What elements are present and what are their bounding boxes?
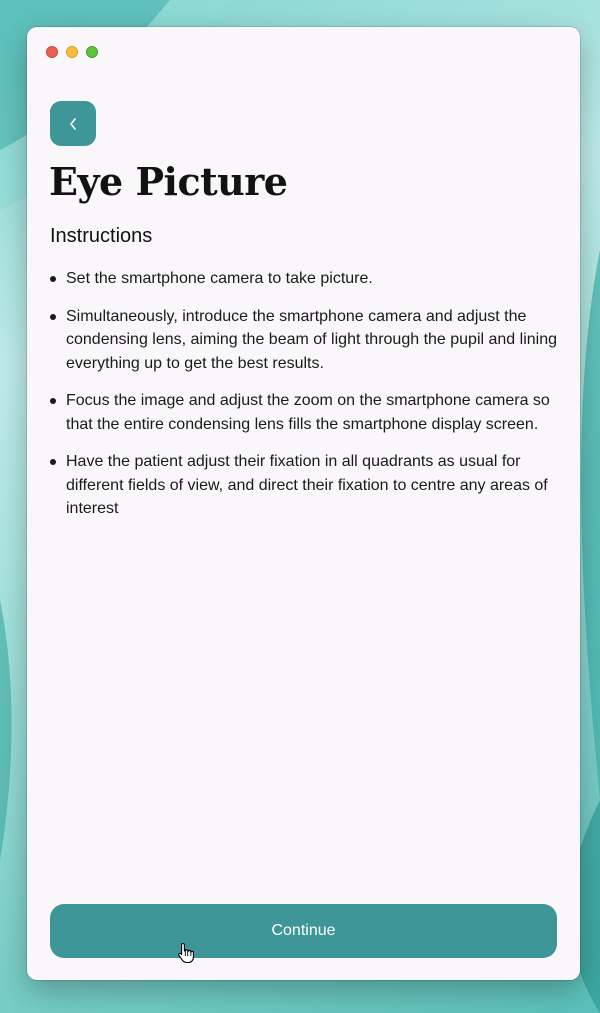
chevron-left-icon [68,117,78,131]
instructions-list [50,267,558,535]
app-window [27,27,580,980]
minimize-window-button[interactable] [66,46,78,58]
back-button[interactable] [50,101,96,146]
zoom-window-button[interactable] [86,46,98,58]
window-controls [46,46,98,58]
hand-pointer-cursor-icon [177,942,195,964]
instruction-item: Have the patient adjust their fixation in all quadrants as usual for different fields of view, and direct their fixation to centre any areas of interest [50,450,558,521]
instruction-item: Set the smartphone camera to take picture. [50,267,558,291]
page-title: Eye Picture [49,159,288,204]
instruction-item: Focus the image and adjust the zoom on the smartphone camera so that the entire condensing lens fills the smartphone display screen. [50,389,558,436]
instruction-item: Simultaneously, introduce the smartphone camera and adjust the condensing lens, aiming the beam of light through the pupil and lining everything up to get the best results. [50,305,558,376]
close-window-button[interactable] [46,46,58,58]
continue-button[interactable]: Continue [50,904,557,958]
instructions-heading: Instructions [50,225,153,247]
